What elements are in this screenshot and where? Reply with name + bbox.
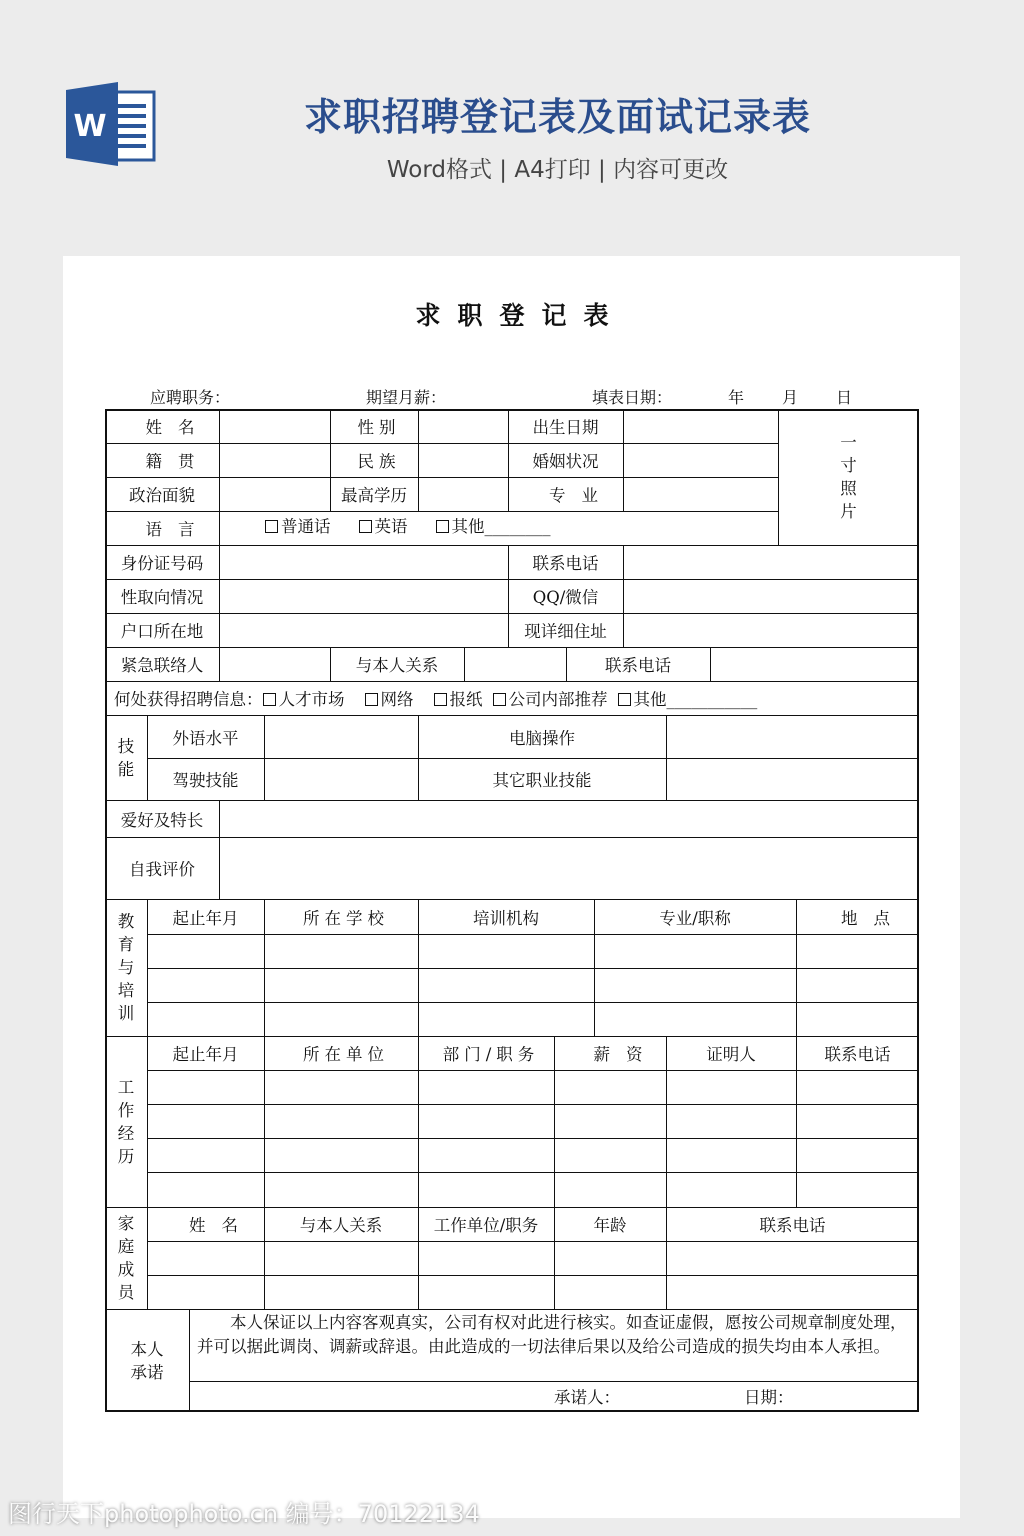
orientation-field[interactable]	[220, 580, 508, 613]
birth-date-field[interactable]	[624, 410, 778, 443]
family-header-employer: 工作单位/职务	[433, 1216, 539, 1235]
family-section-label: 家 庭 成 员	[117, 1214, 135, 1302]
language-option-mandarin[interactable]: 普通话	[265, 513, 331, 537]
emergency-contact-label: 紧急联络人	[120, 656, 204, 675]
foreign-language-field[interactable]	[265, 716, 418, 758]
skills-section-label: 技 能	[117, 736, 135, 779]
promo-subtitle: Word格式 | A4打印 | 内容可更改	[386, 157, 729, 183]
watermark: 图行天下photophoto.cn 编号：70122134	[8, 1500, 480, 1528]
checkbox-icon[interactable]	[359, 520, 372, 533]
work-header-phone: 联系电话	[824, 1045, 891, 1064]
education-section-label: 教 育 与 培 训	[117, 912, 135, 1023]
edu-header-location: 地点	[841, 908, 906, 928]
pledge-date-label: 日期：	[744, 1388, 794, 1407]
checkbox-icon[interactable]	[493, 693, 506, 706]
foreign-language-label: 外语水平	[172, 728, 239, 748]
relation-label: 与本人关系	[355, 656, 439, 675]
self-evaluation-label: 自我评价	[129, 860, 195, 879]
driving-skill-field[interactable]	[265, 759, 418, 800]
info-source-label: 何处获得招聘信息：	[114, 690, 263, 709]
edu-header-school: 所在学校	[303, 908, 389, 928]
language-label: 语言	[145, 520, 211, 539]
meta-date-label: 填表日期：	[592, 388, 673, 407]
source-option-talent-market[interactable]: 人才市场	[263, 686, 345, 710]
qq-wechat-field[interactable]	[624, 580, 919, 613]
meta-position-label: 应聘职务：	[150, 388, 231, 407]
checkbox-icon[interactable]	[436, 520, 449, 533]
language-option-english[interactable]: 英语	[359, 513, 408, 537]
gender-field[interactable]	[419, 410, 508, 443]
photo-label-char: 一	[840, 433, 857, 452]
meta-salary-label: 期望月薪：	[366, 388, 447, 407]
emergency-contact-field[interactable]	[220, 648, 330, 681]
checkbox-icon[interactable]	[365, 693, 378, 706]
pledge-signer-label: 承诺人：	[554, 1388, 620, 1407]
orientation-label: 性取向情况	[120, 588, 204, 607]
work-header-reference: 证明人	[706, 1045, 756, 1064]
gender-label: 性别	[357, 418, 401, 437]
relation-field[interactable]	[465, 648, 566, 681]
self-evaluation-field[interactable]	[220, 838, 919, 899]
photo-box[interactable]	[778, 409, 919, 545]
pledge-label: 本人 承诺	[130, 1339, 164, 1382]
family-header-name: 姓名	[189, 1216, 254, 1235]
language-options	[256, 511, 765, 539]
pledge-text: 本人保证以上内容客观真实，公司有权对此进行核实。如查证虚假，愿按公司规章制度处理，并可以据此调岗、调薪或辞退。由此造成的一切法律后果以及给公司造成的损失均由本人承担。	[197, 1313, 907, 1356]
meta-day-label: 日	[836, 388, 853, 407]
ethnicity-label: 民族	[357, 452, 401, 471]
checkbox-icon[interactable]	[263, 693, 276, 706]
family-header-relation: 与本人关系	[299, 1216, 383, 1235]
photo-label-char: 照	[840, 479, 857, 498]
work-header-period: 起止年月	[172, 1045, 239, 1064]
hobby-field[interactable]	[220, 801, 919, 837]
edu-header-institution: 培训机构	[473, 908, 539, 928]
birth-date-label: 出生日期	[532, 418, 599, 437]
hobby-label: 爱好及特长	[120, 810, 204, 830]
name-field[interactable]	[220, 410, 330, 443]
work-header-position: 部门/职务	[442, 1045, 540, 1064]
source-option-other[interactable]: 其他___________	[618, 686, 758, 710]
family-header-age: 年龄	[593, 1216, 627, 1235]
id-number-label: 身份证号码	[120, 554, 204, 573]
work-header-salary: 薪资	[593, 1045, 659, 1064]
other-skill-field[interactable]	[667, 759, 919, 800]
education-level-field[interactable]	[419, 478, 508, 511]
source-option-newspaper[interactable]: 报纸	[434, 686, 483, 710]
work-header-employer: 所在单位	[303, 1045, 389, 1064]
major-label: 专业	[549, 486, 614, 505]
promo-title: 求职招聘登记表及面试记录表	[303, 95, 811, 139]
major-field[interactable]	[624, 478, 778, 511]
checkbox-icon[interactable]	[265, 520, 278, 533]
political-status-label: 政治面貌	[129, 486, 195, 505]
native-place-label: 籍贯	[145, 452, 211, 471]
word-logo-icon	[66, 82, 156, 166]
source-option-referral[interactable]: 公司内部推荐	[493, 686, 608, 710]
name-label: 姓名	[145, 418, 211, 437]
photo-label-char: 寸	[840, 456, 857, 475]
emergency-phone-field[interactable]	[711, 648, 919, 681]
phone-label: 联系电话	[532, 554, 599, 573]
education-level-label: 最高学历	[341, 486, 407, 505]
word-logo-letter: W	[73, 109, 107, 144]
marital-status-label: 婚姻状况	[532, 452, 599, 471]
source-option-internet[interactable]: 网络	[365, 686, 414, 710]
id-number-field[interactable]	[220, 546, 508, 579]
qq-wechat-label: QQ/微信	[532, 588, 599, 607]
work-section-label: 工 作 经 历	[117, 1077, 135, 1166]
form-title: 求职登记表	[415, 301, 626, 330]
political-status-field[interactable]	[220, 478, 330, 511]
other-skill-label: 其它职业技能	[492, 771, 592, 790]
meta-year-label: 年	[728, 388, 745, 407]
hukou-field[interactable]	[220, 614, 508, 647]
native-place-field[interactable]	[220, 444, 330, 477]
computer-skill-field[interactable]	[667, 716, 919, 758]
checkbox-icon[interactable]	[618, 693, 631, 706]
computer-skill-label: 电脑操作	[509, 728, 575, 748]
language-option-other[interactable]: 其他________	[436, 513, 551, 537]
edu-header-period: 起止年月	[172, 908, 239, 928]
marital-status-field[interactable]	[624, 444, 778, 477]
emergency-phone-label: 联系电话	[605, 656, 671, 675]
info-source-row	[105, 681, 894, 715]
phone-field[interactable]	[624, 546, 919, 579]
driving-skill-label: 驾驶技能	[172, 771, 239, 790]
meta-month-label: 月	[782, 388, 799, 407]
family-header-phone: 联系电话	[759, 1216, 826, 1235]
address-label: 现详细住址	[524, 622, 607, 641]
hukou-label: 户口所在地	[120, 622, 204, 641]
edu-header-major: 专业/职称	[659, 908, 731, 928]
address-field[interactable]	[624, 614, 919, 647]
photo-label-char: 片	[840, 502, 857, 521]
ethnicity-field[interactable]	[419, 444, 508, 477]
checkbox-icon[interactable]	[434, 693, 447, 706]
